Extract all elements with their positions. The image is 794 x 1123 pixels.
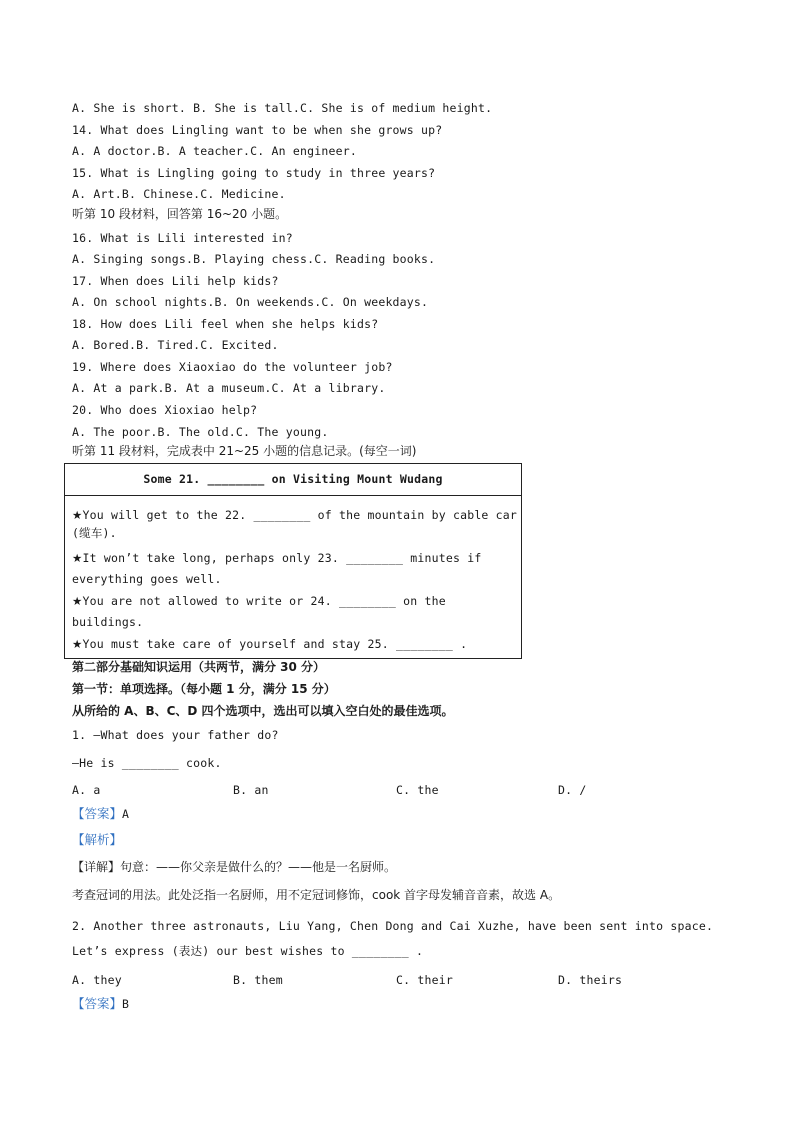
q1-option-d: D. / — [558, 783, 587, 797]
table-row-24: ★You are not allowed to write or 24. ________ on the — [72, 594, 446, 608]
q1-question: 1. —What does your father do? — [72, 728, 279, 742]
q2-option-b: B. them — [233, 973, 283, 987]
q1-explanation: 考查冠词的用法。此处泛指一名厨师，用不定冠词修饰，cook 首字母发辅音音素，故选 A。 — [72, 888, 561, 902]
q18-options: A. Bored.B. Tired.C. Excited. — [72, 338, 279, 352]
q1-option-a: A. a — [72, 783, 101, 797]
q14-options: A. A doctor.B. A teacher.C. An engineer. — [72, 144, 357, 158]
q19-question: 19. Where does Xiaoxiao do the volunteer job? — [72, 360, 393, 374]
q19-options: A. At a park.B. At a museum.C. At a library. — [72, 381, 386, 395]
section10-instruction: 听第 10 段材料，回答第 16~20 小题。 — [72, 207, 288, 221]
q14-question: 14. What does Lingling want to be when she grows up? — [72, 123, 443, 137]
q20-question: 20. Who does Xioxiao help? — [72, 403, 258, 417]
section1-heading: 第一节：单项选择。（每小题 1 分，满分 15 分） — [72, 682, 336, 696]
q17-options: A. On school nights.B. On weekends.C. On weekdays. — [72, 295, 429, 309]
q1-option-b: B. an — [233, 783, 269, 797]
q15-question: 15. What is Lingling going to study in three years? — [72, 166, 436, 180]
q2-option-a: A. they — [72, 973, 122, 987]
q13-options: A. She is short. B. She is tall.C. She is of medium height. — [72, 101, 493, 115]
table-row-23: ★It won’t take long, perhaps only 23. ________ minutes if — [72, 551, 482, 565]
star-icon: ★ — [72, 508, 83, 522]
q2-answer: 【答案】B — [72, 996, 130, 1011]
part2-heading: 第二部分基础知识运用（共两节，满分 30 分） — [72, 660, 326, 674]
table-row-23-cont: everything goes well. — [72, 572, 222, 586]
q15-options: A. Art.B. Chinese.C. Medicine. — [72, 187, 286, 201]
q2-option-c: C. their — [396, 973, 453, 987]
q16-options: A. Singing songs.B. Playing chess.C. Reading books. — [72, 252, 436, 266]
answer-tag: 【答案】 — [72, 996, 123, 1011]
detail-tag: 【详解】 — [72, 860, 121, 874]
q1-detail: 【详解】句意：——你父亲是做什么的？——他是一名厨师。 — [72, 860, 397, 874]
analysis-tag: 【解析】 — [72, 832, 123, 847]
table-title: Some 21. ________ on Visiting Mount Wudang — [65, 464, 521, 496]
q1-analysis — [72, 833, 122, 847]
star-icon: ★ — [72, 551, 83, 565]
info-record-table — [64, 463, 522, 659]
q1-response: —He is ________ cook. — [72, 756, 222, 770]
q20-options: A. The poor.B. The old.C. The young. — [72, 425, 329, 439]
q2-option-d: D. theirs — [558, 973, 623, 987]
q2-question-cont: Let’s express (表达) our best wishes to ________ . — [72, 944, 424, 958]
table-row-22: ★You will get to the 22. ________ of the mountain by cable car — [72, 508, 518, 522]
q2-question: 2. Another three astronauts, Liu Yang, Chen Dong and Cai Xuzhe, have been sent into space. — [72, 919, 714, 933]
answer-tag: 【答案】 — [72, 806, 123, 821]
table-row-22-cont: (缆车). — [72, 526, 117, 540]
section11-instruction: 听第 11 段材料，完成表中 21~25 小题的信息记录。(每空一词) — [72, 444, 417, 458]
star-icon: ★ — [72, 594, 83, 608]
section1-instruction: 从所给的 A、B、C、D 四个选项中，选出可以填入空白处的最佳选项。 — [72, 704, 454, 718]
table-row-25: ★You must take care of yourself and stay 25. ________ . — [72, 637, 468, 651]
star-icon: ★ — [72, 637, 83, 651]
q17-question: 17. When does Lili help kids? — [72, 274, 279, 288]
q1-option-c: C. the — [396, 783, 439, 797]
q18-question: 18. How does Lili feel when she helps kids? — [72, 317, 379, 331]
q16-question: 16. What is Lili interested in? — [72, 231, 293, 245]
q1-answer: 【答案】A — [72, 806, 130, 821]
table-row-24-cont: buildings. — [72, 615, 144, 629]
